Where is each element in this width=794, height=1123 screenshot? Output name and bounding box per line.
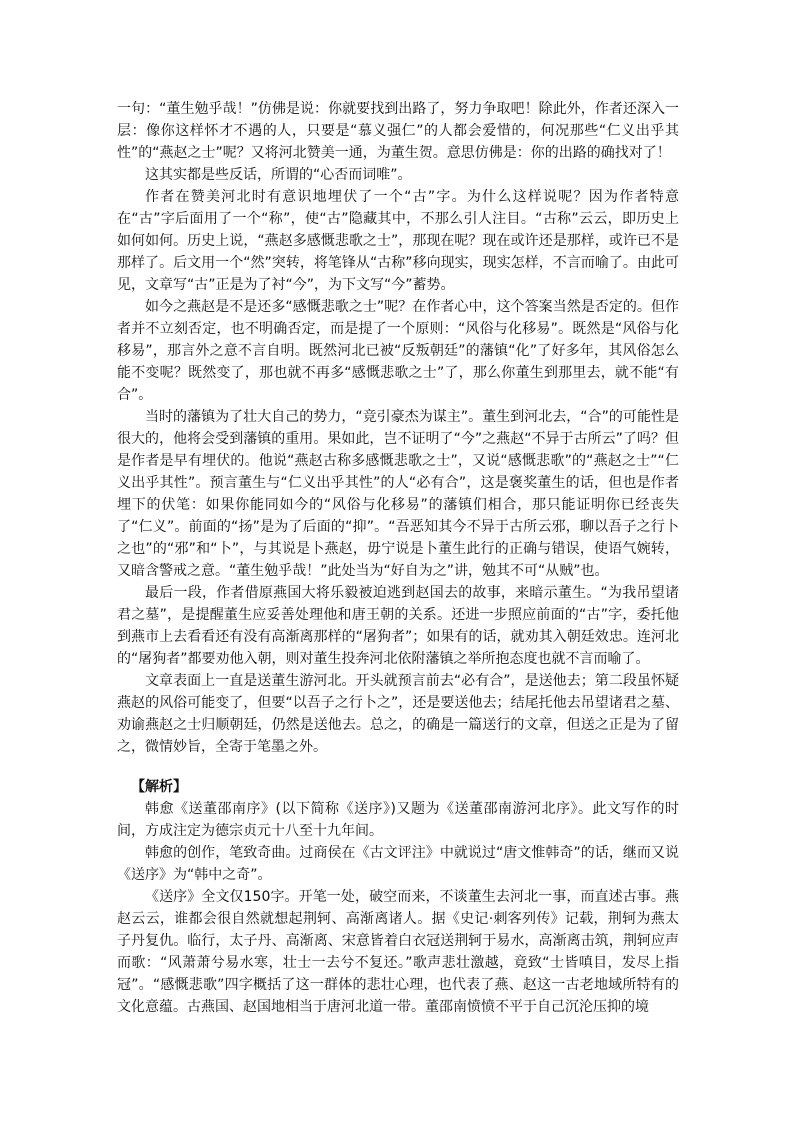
analysis-heading: 【解析】 [131, 779, 187, 795]
document-page [117, 98, 679, 1018]
analysis-paragraph: 韩愈的创作，笔致奇曲。过商侯在《古文评注》中就说过“唐文惟韩奇”的话，继而又说《送序》为“韩中之奇”。 [117, 845, 679, 883]
body-paragraph: 这其实都是些反话，所谓的“心否而词唯”。 [145, 167, 412, 183]
body-paragraph: 最后一段，作者借原燕国大将乐毅被迫逃到赵国去的故事，来暗示董生。“为我吊望诸君之墓”，是提醒董生应妥善处理他和唐王朝的关系。还进一步照应前面的“古”字，委托他到燕市上去看看还有没有高渐离那样的“屠狗者”；如果有的话，就劝其入朝廷效忠。连河北的“屠狗者”都要劝他入朝，则对董生投奔河北依附藩镇之举所抱态度也就不言而喻了。 [117, 585, 679, 667]
body-paragraph: 如今之燕赵是不是还多“感慨悲歌之士”呢？在作者心中，这个答案当然是否定的。但作者并不立刻否定，也不明确否定，而是提了一个原则：“风俗与化移易”。既然是“风俗与化移易”，那言外之意不言自明。既然河北已被“反叛朝廷”的藩镇“化”了好多年，其风俗怎么能不变呢？既然变了，那也就不再多“感慨悲歌之士”了，那么你董生到那里去，就不能“有合”。 [117, 299, 679, 403]
analysis-paragraph: 韩愈《送董邵南序》(以下简称《送序》)又题为《送董邵南游河北序》。此文写作的时间，方成注定为德宗贞元十八至十九年间。 [117, 801, 679, 839]
body-paragraph: 文章表面上一直是送董生游河北。开头就预言前去“必有合”，是送他去；第二段虽怀疑燕赵的风俗可能变了，但要“以吾子之行卜之”，还是要送他去；结尾托他去吊望诸君之墓、劝谕燕赵之士归顺朝廷，仍然是送他去。总之，的确是一篇送行的文章，但送之正是为了留之，微情妙旨，全寄于笔墨之外。 [117, 673, 679, 755]
analysis-paragraph: 《送序》全文仅150字。开笔一处，破空而来，不谈董生去河北一事，而直述古事。燕赵云云，谁都会很自然就想起荆轲、高渐离诸人。据《史记·刺客列传》记载，荆轲为燕太子丹复仇。临行，太子丹、高渐离、宋意皆着白衣冠送荆轲于易水，高渐离击筑，荆轲应声而歌：“风萧萧兮易水寒，壮士一去兮不复还。”歌声悲壮激越，竟致“士皆嗔目，发尽上指冠”。“感慨悲歌”四字概括了这一群体的悲壮心理，也代表了燕、赵这一古老地域所特有的文化意蕴。古燕国、赵国地相当于唐河北道一带。董邵南愤愤不平于自己沉沦压抑的境 [117, 889, 679, 1015]
body-paragraph: 当时的藩镇为了壮大自己的势力，“竞引豪杰为谋主”。董生到河北去，“合”的可能性是很大的，他将会受到藩镇的重用。果如此，岂不证明了“今”之燕赵“不异于古所云”了吗？但是作者是早有埋伏的。他说“燕赵古称多感慨悲歌之士”，又说“感慨悲歌”的“燕赵之士”“仁义出乎其性”。预言董生与“仁义出乎其性”的人“必有合”，这是褒奖董生的话，但也是作者埋下的伏笔：如果你能同如今的“风俗与化移易”的藩镇们相合，那只能证明你已经丧失了“仁义”。前面的“扬”是为了后面的“抑”。“吾恶知其今不异于古所云邪，聊以吾子之行卜之也”的“邪”和“卜”，与其说是卜燕赵，毋宁说是卜董生此行的正确与错误，使语气婉转，又暗含警戒之意。“董生勉乎哉！”此处当为“好自为之”讲，勉其不可“从贼”也。 [117, 409, 679, 579]
body-paragraph: 一句：“董生勉乎哉！”仿佛是说：你就要找到出路了，努力争取吧！除此外，作者还深入一层：像你这样怀才不遇的人，只要是“慕义强仁”的人都会爱惜的，何况那些“仁义出乎其性”的“燕赵之士”呢？又将河北赞美一通，为董生贺。意思仿佛是：你的出路的确找对了！ [117, 101, 679, 161]
body-paragraph: 作者在赞美河北时有意识地埋伏了一个“古”字。为什么这样说呢？因为作者特意在“古”字后面用了一个“称”，使“古”隐藏其中，不那么引人注目。“古称”云云，即历史上如何如何。历史上说，“燕赵多感慨悲歌之士”，那现在呢？现在或许还是那样，或许已不是那样了。后文用一个“然”突转，将笔锋从“古称”移向现实，现实怎样，不言而喻了。由此可见，文章写“古”正是为了衬“今”，为下文写“今”蓄势。 [117, 189, 679, 293]
